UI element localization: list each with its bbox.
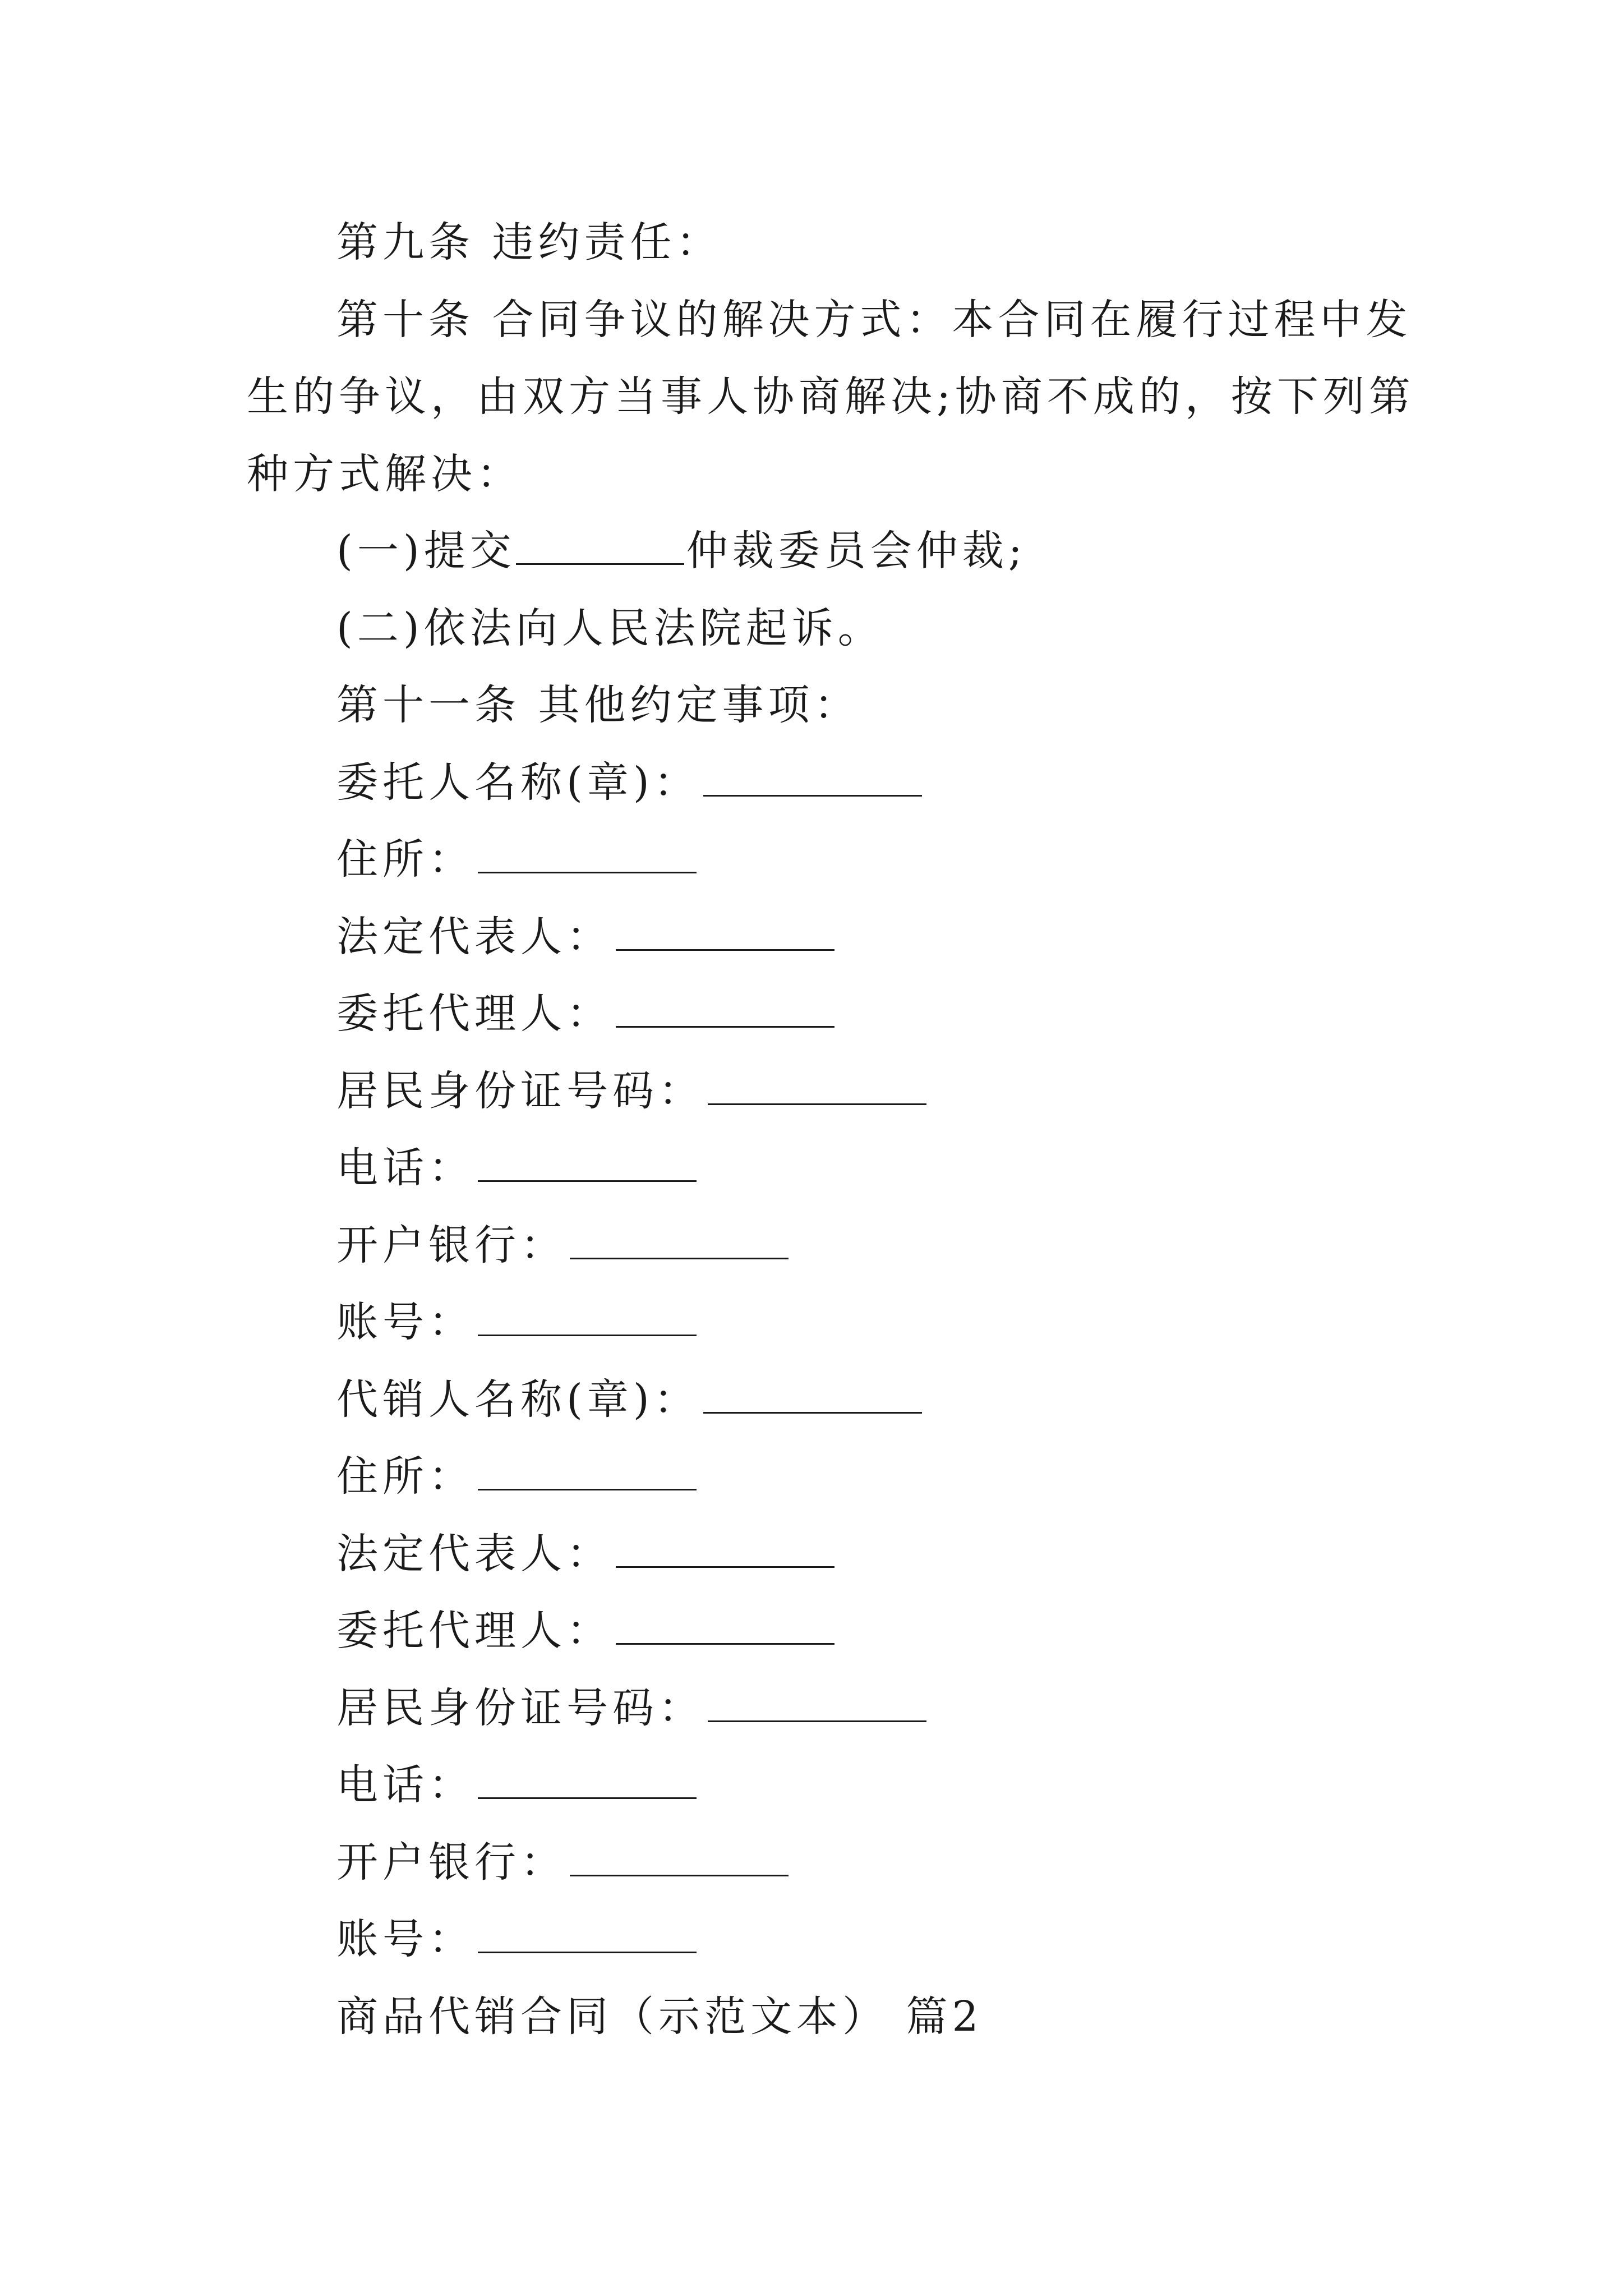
article-9-text: 第九条 违约责任： [336,218,722,266]
client-legal-rep-blank [616,946,834,951]
client-account-label: 账号： [336,1298,474,1346]
article-11 [336,681,860,729]
client-phone-blank [478,1177,697,1182]
client-phone-field [336,1144,697,1192]
consignee-bank-label: 开户银行： [336,1838,566,1887]
client-legal-rep-label: 法定代表人： [336,913,612,961]
consignee-agent-blank [616,1640,834,1645]
consignee-agent-label: 委托代理人： [336,1607,612,1655]
next-section-title [336,1993,983,2041]
client-agent-field [336,990,834,1038]
consignee-phone-label: 电话： [336,1761,474,1809]
client-name-field [336,758,922,807]
article-9 [336,218,722,266]
arbitration-blank [516,560,684,565]
consignee-phone-field [336,1761,697,1809]
consignee-legal-rep-label: 法定代表人： [336,1530,612,1578]
consignee-name-label: 代销人名称(章)： [336,1375,700,1424]
consignee-name-blank [703,1409,922,1414]
option-2 [336,604,884,652]
client-legal-rep-field [336,913,834,961]
consignee-account-label: 账号： [336,1915,474,1963]
consignee-account-blank [478,1948,697,1953]
client-address-field [336,835,697,884]
article-10-text-2: 生的争议，由双方当事人协商解决;协商不成的，按下列第 [247,372,1415,421]
consignee-account-field [336,1915,697,1963]
option-1 [336,527,1027,575]
option-1-prefix: (一)提交 [336,527,516,575]
client-name-label: 委托人名称(章)： [336,758,700,807]
client-bank-label: 开户银行： [336,1221,566,1269]
article-10-line-1 [336,296,1412,344]
client-bank-field [336,1221,789,1269]
client-bank-blank [570,1254,789,1259]
consignee-id-label: 居民身份证号码： [336,1684,704,1732]
consignee-agent-field [336,1607,834,1655]
client-account-field [336,1298,697,1346]
consignee-address-blank [478,1485,697,1490]
client-account-blank [478,1331,697,1336]
client-id-label: 居民身份证号码： [336,1067,704,1115]
client-id-blank [708,1100,926,1105]
option-1-suffix: 仲裁委员会仲裁; [686,527,1027,575]
consignee-bank-blank [570,1871,789,1876]
consignee-phone-blank [478,1794,697,1799]
consignee-id-field [336,1684,926,1732]
consignee-legal-rep-blank [616,1563,834,1568]
consignee-bank-field [336,1838,789,1887]
consignee-legal-rep-field [336,1530,834,1578]
next-section-title-text: 商品代销合同（示范文本） 篇2 [336,1993,983,2041]
client-agent-label: 委托代理人： [336,990,612,1038]
article-10-text-1: 第十条 合同争议的解决方式：本合同在履行过程中发 [336,296,1412,344]
article-10-text-3: 种方式解决： [247,450,523,498]
consignee-address-field [336,1452,697,1501]
client-address-label: 住所： [336,835,474,884]
article-10-line-3 [247,450,523,498]
article-11-text: 第十一条 其他约定事项： [336,681,860,729]
article-10-line-2 [247,372,1415,421]
option-2-text: (二)依法向人民法院起诉。 [336,604,884,652]
consignee-address-label: 住所： [336,1452,474,1501]
client-id-field [336,1067,926,1115]
consignee-name-field [336,1375,922,1424]
client-address-blank [478,868,697,873]
client-phone-label: 电话： [336,1144,474,1192]
consignee-id-blank [708,1717,926,1722]
client-name-blank [703,792,922,797]
client-agent-blank [616,1023,834,1028]
